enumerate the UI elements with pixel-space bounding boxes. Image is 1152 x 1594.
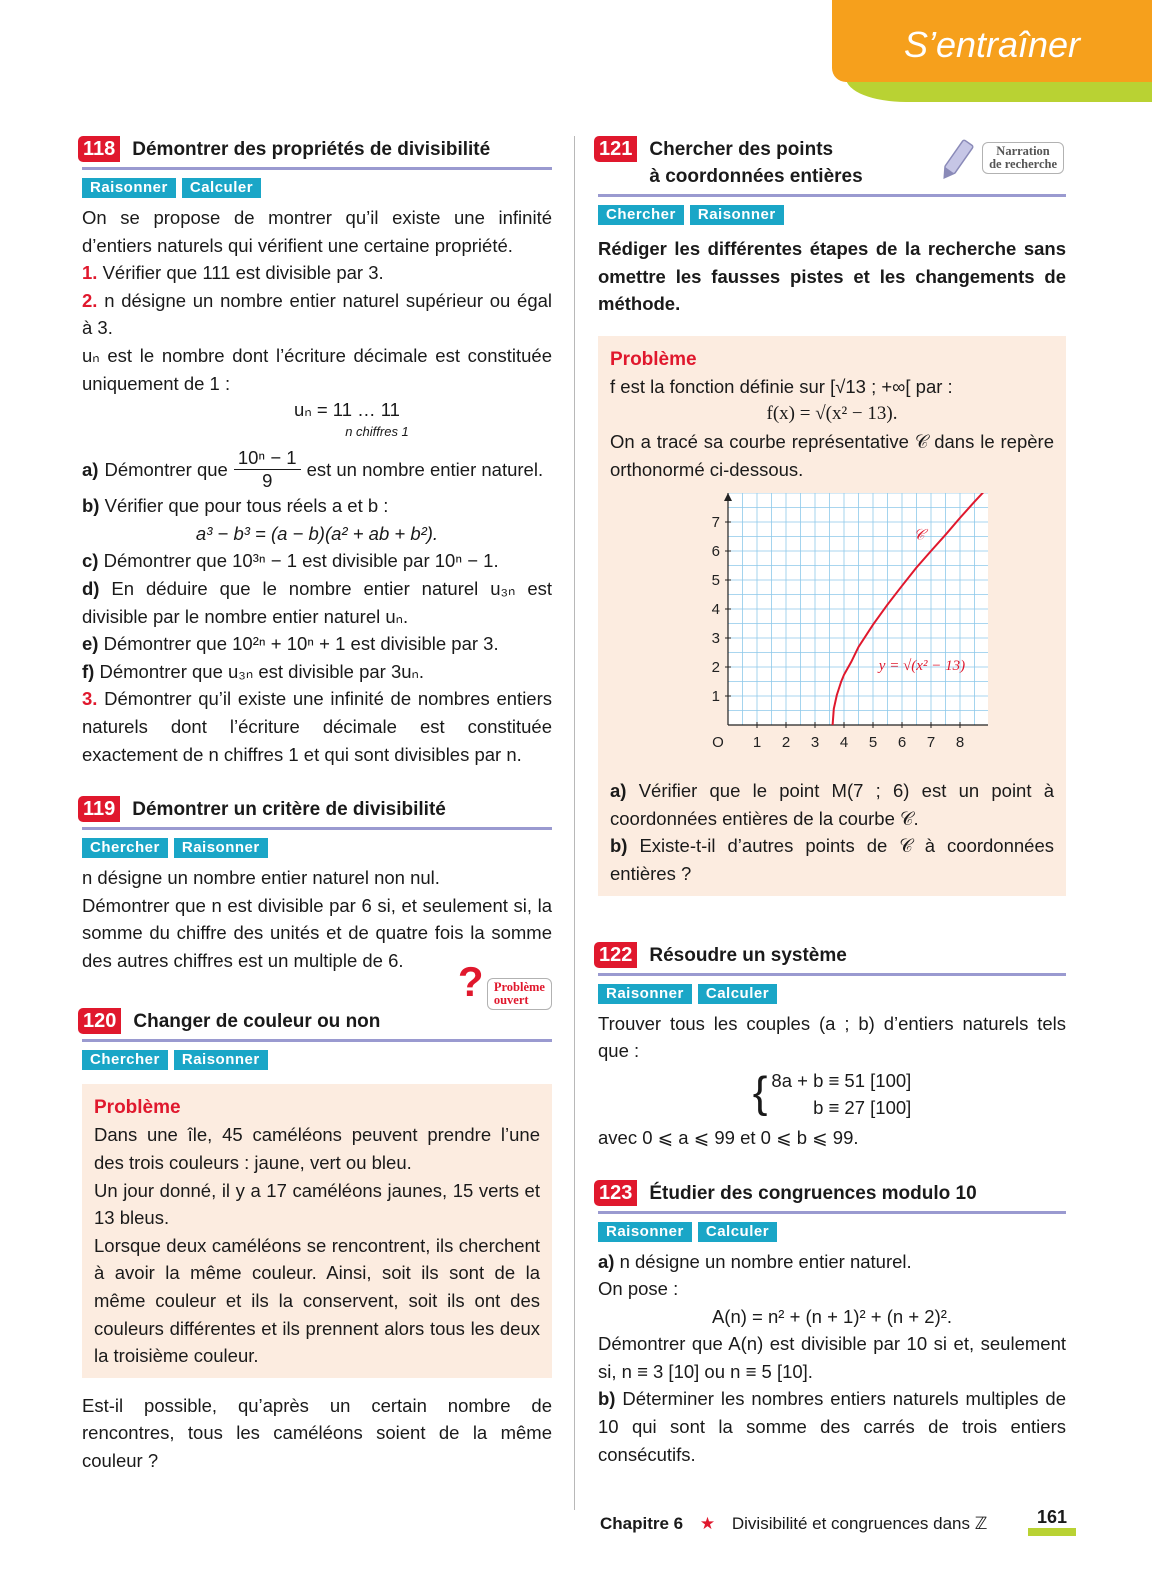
equation-label: y = √(x² − 13) [878, 658, 966, 675]
badge-line: ouvert [493, 993, 529, 1008]
problem-text: Un jour donné, il y a 17 caméléons jaunes, 15 verts et 13 bleus. [94, 1179, 540, 1229]
exercise-title: Changer de couleur ou non [133, 1011, 381, 1033]
x-tick-label: 6 [897, 734, 907, 752]
question-text: n désigne un nombre entier naturel supérieur ou égal à 3. [82, 289, 553, 339]
question-label: a) [598, 1250, 615, 1272]
problem-body [94, 1121, 540, 1369]
question-text: En déduire que le nombre entier naturel u₃ₙ est divisible par le nombre entier naturel uₙ. [82, 577, 553, 627]
question-text: Démontrer que u₃ₙ est divisible par 3uₙ. [99, 660, 425, 682]
question-text: Démontrer que 10²ⁿ + 10ⁿ + 1 est divisible par 3. [103, 633, 499, 655]
system-line: 8a + b ≡ 51 [100] [771, 1069, 912, 1091]
skill-tag: Calculer [182, 178, 261, 198]
skill-tag: Chercher [82, 838, 168, 858]
question-label: a) [610, 780, 627, 802]
question-label: b) [610, 835, 628, 857]
skill-tags [598, 1222, 1066, 1242]
skill-tag: Raisonner [690, 205, 784, 225]
y-tick-label: 2 [711, 659, 720, 677]
exercise-title: Étudier des congruences modulo 10 [649, 1182, 977, 1204]
y-tick-label: 3 [711, 630, 720, 648]
question-label: 2. [82, 289, 98, 311]
open-problem-badge [457, 958, 552, 1010]
exercise-title [649, 136, 862, 190]
skill-tag: Raisonner [598, 1222, 692, 1242]
exercise-header [82, 136, 552, 170]
exercise-question: Est-il possible, qu’après un certain nombre de rencontres, tous les caméléons soient de la même couleur ? [82, 1394, 552, 1471]
skill-tag: Calculer [698, 1222, 777, 1242]
exercise-number: 121 [594, 136, 637, 162]
page-number: 161 [1036, 1507, 1068, 1527]
question-label: d) [82, 577, 100, 599]
question-text: Vérifier que 111 est divisible par 3. [102, 262, 384, 284]
x-tick-label: 8 [955, 734, 965, 752]
question-label: a) [82, 458, 99, 480]
right-column [598, 136, 1066, 1468]
exercise-121 [598, 136, 1066, 896]
x-tick-label: 4 [839, 734, 849, 752]
question-text: Existe-t-il d’autres points de 𝒞 à coordonnées entières ? [610, 835, 1055, 884]
exercise-118 [82, 136, 552, 768]
question-label: e) [82, 633, 99, 655]
question-text: Démontrer qu’il existe une infinité de nombres entiers naturels dont l’écriture décimale est constituée exactement de n chiffres 1 et qui sont divisibles par n. [82, 688, 553, 765]
exercise-120 [82, 958, 552, 1474]
problem-text: Lorsque deux caméléons se rencontrent, ils cherchent à avoir la même couleur. Ainsi, soit ils sont de la même couleur et ils la conservent, soit ils ont des couleurs différentes et ils prennent alors tous les deux la troisième couleur. [94, 1234, 540, 1367]
left-column [82, 136, 552, 1475]
skill-tag: Chercher [82, 1050, 168, 1070]
fraction [234, 447, 301, 492]
section-title: S’entraîner [903, 24, 1081, 65]
problem-box [598, 336, 1066, 896]
question-text: Déterminer les nombres entiers naturels multiples de 10 qui sont la somme des carrés de trois entiers consécutifs. [598, 1388, 1067, 1465]
un-brace-label: n chiffres 1 [345, 424, 409, 440]
question-text: Démontrer que [104, 458, 228, 480]
x-tick-label: 7 [926, 734, 936, 752]
question-label: 1. [82, 262, 98, 284]
fraction-denominator: 9 [262, 470, 273, 492]
problem-body [610, 373, 1054, 888]
exercise-number: 118 [78, 136, 120, 162]
formula: A(n) = n² + (n + 1)² + (n + 2)². [711, 1305, 953, 1327]
chapter-subject: Divisibilité et congruences dans ℤ [731, 1514, 988, 1533]
body-text: Démontrer que n est divisible par 6 si, et seulement si, la somme du chiffre des unités et de quatre fois la somme des autres chiffres est un multiple de 6. [82, 894, 552, 971]
exercise-header [598, 136, 1066, 197]
exercise-number: 123 [594, 1180, 637, 1206]
exercise-title: Démontrer un critère de divisibilité [132, 799, 446, 821]
title-line: Chercher des points [649, 139, 834, 160]
body-text: n désigne un nombre entier naturel non nul. [82, 867, 440, 889]
exercise-header [82, 1008, 552, 1042]
skill-tag: Raisonner [598, 984, 692, 1004]
exercise-number: 120 [78, 1008, 121, 1034]
skill-tags [598, 984, 1066, 1004]
exercise-title: Résoudre un système [649, 944, 847, 966]
column-divider [574, 136, 575, 1510]
y-tick-label: 6 [711, 543, 720, 561]
question-label: c) [82, 550, 99, 572]
identity-formula: a³ − b³ = (a − b)(a² + ab + b²). [195, 522, 439, 544]
x-tick-label: 3 [810, 734, 820, 752]
curve-label: 𝒞 [913, 527, 925, 544]
exercise-title: Démontrer des propriétés de divisibilité [132, 139, 491, 160]
page-footer [600, 1514, 987, 1534]
y-tick-label: 5 [711, 572, 720, 590]
exercise-body [82, 204, 552, 768]
exercise-header [598, 942, 1066, 976]
body-text: Démontrer que A(n) est divisible par 10 si et, seulement si, n ≡ 3 [10] ou n ≡ 5 [10]. [598, 1333, 1066, 1382]
brace-icon: { [752, 1067, 768, 1117]
skill-tags [82, 838, 552, 858]
system-lines [771, 1067, 911, 1122]
skill-tag: Raisonner [82, 178, 176, 198]
chapter-label: Chapitre 6 [600, 1514, 684, 1533]
interval: [√13 ; +∞[ [830, 375, 911, 397]
body-text: Trouver tous les couples (a ; b) d’entiers naturels tels que : [598, 1012, 1066, 1062]
problem-box [82, 1084, 552, 1377]
exercise-123 [598, 1180, 1066, 1469]
problem-text: Dans une île, 45 caméléons peuvent prendre l’une des trois couleurs : jaune, vert ou bleu. [94, 1124, 540, 1174]
intro-text: On se propose de montrer qu’il existe une infinité d’entiers naturels qui vérifient une certaine propriété. [82, 207, 552, 256]
system [598, 1067, 1066, 1122]
skill-tag: Raisonner [174, 838, 268, 858]
skill-tag: Calculer [698, 984, 777, 1004]
x-tick-label: 5 [868, 734, 878, 752]
question-mark-icon: ? [457, 958, 484, 1006]
problem-text: f est la fonction définie sur [610, 375, 825, 397]
skill-tags [598, 205, 1066, 225]
graph-container [610, 493, 1054, 763]
un-formula: uₙ = 11 … 11 [294, 399, 400, 421]
un-formula-block [142, 399, 552, 443]
origin-label: O [712, 734, 724, 752]
exercise-body [598, 1010, 1066, 1152]
problem-text: On a tracé sa courbe représentative 𝒞 dans le repère orthonormé ci-dessous. [610, 430, 1054, 480]
body-text: avec 0 ⩽ a ⩽ 99 et 0 ⩽ b ⩽ 99. [598, 1126, 859, 1148]
fraction-numerator: 10ⁿ − 1 [234, 447, 301, 470]
y-tick-label: 4 [711, 601, 720, 619]
exercise-122 [598, 942, 1066, 1152]
question-text: est un nombre entier naturel. [306, 458, 544, 480]
exercise-119 [82, 796, 552, 974]
problem-text: par : [915, 375, 953, 397]
x-tick-label: 1 [752, 734, 762, 752]
exercise-header [598, 1180, 1066, 1214]
skill-tag: Raisonner [174, 1050, 268, 1070]
system-line: b ≡ 27 [100] [813, 1097, 912, 1119]
exercise-number: 122 [594, 942, 637, 968]
question-label: 3. [82, 688, 98, 710]
function-graph [688, 493, 988, 763]
y-tick-label: 1 [711, 688, 720, 706]
body-text: On pose : [598, 1278, 679, 1300]
section-banner [832, 0, 1152, 82]
question-text: Vérifier que le point M(7 ; 6) est un point à coordonnées entières de la courbe 𝒞. [610, 780, 1055, 829]
exercise-number: 119 [78, 796, 120, 822]
y-tick-label: 7 [711, 514, 720, 532]
badge-line: Narration [996, 144, 1050, 158]
question-text: n désigne un nombre entier naturel. [619, 1250, 912, 1272]
title-line: à coordonnées entières [649, 166, 863, 187]
question-label: b) [82, 495, 100, 517]
question-label: b) [598, 1388, 616, 1410]
question-text: Vérifier que pour tous réels a et b : [104, 495, 389, 517]
badge-line: Problème [493, 980, 545, 995]
exercise-intro: Rédiger les différentes étapes de la recherche sans omettre les fausses pistes et les changements de méthode. [598, 238, 1066, 315]
skill-tag: Chercher [598, 205, 684, 225]
problem-title: Problème [610, 348, 697, 370]
star-icon: ★ [699, 1514, 716, 1533]
skill-tags [82, 178, 552, 198]
question-label: f) [82, 660, 95, 682]
exercise-body [598, 1248, 1066, 1469]
question-text: Démontrer que 10³ⁿ − 1 est divisible par 10ⁿ − 1. [103, 550, 499, 572]
definition-text: uₙ est le nombre dont l’écriture décimale est constituée uniquement de 1 : [82, 344, 552, 394]
badge-line: de recherche [989, 157, 1057, 171]
x-tick-label: 2 [781, 734, 791, 752]
exercise-header [82, 796, 552, 830]
function-formula: f(x) = √(x² − 13). [766, 403, 898, 425]
skill-tags [82, 1050, 552, 1070]
problem-title: Problème [94, 1097, 181, 1119]
